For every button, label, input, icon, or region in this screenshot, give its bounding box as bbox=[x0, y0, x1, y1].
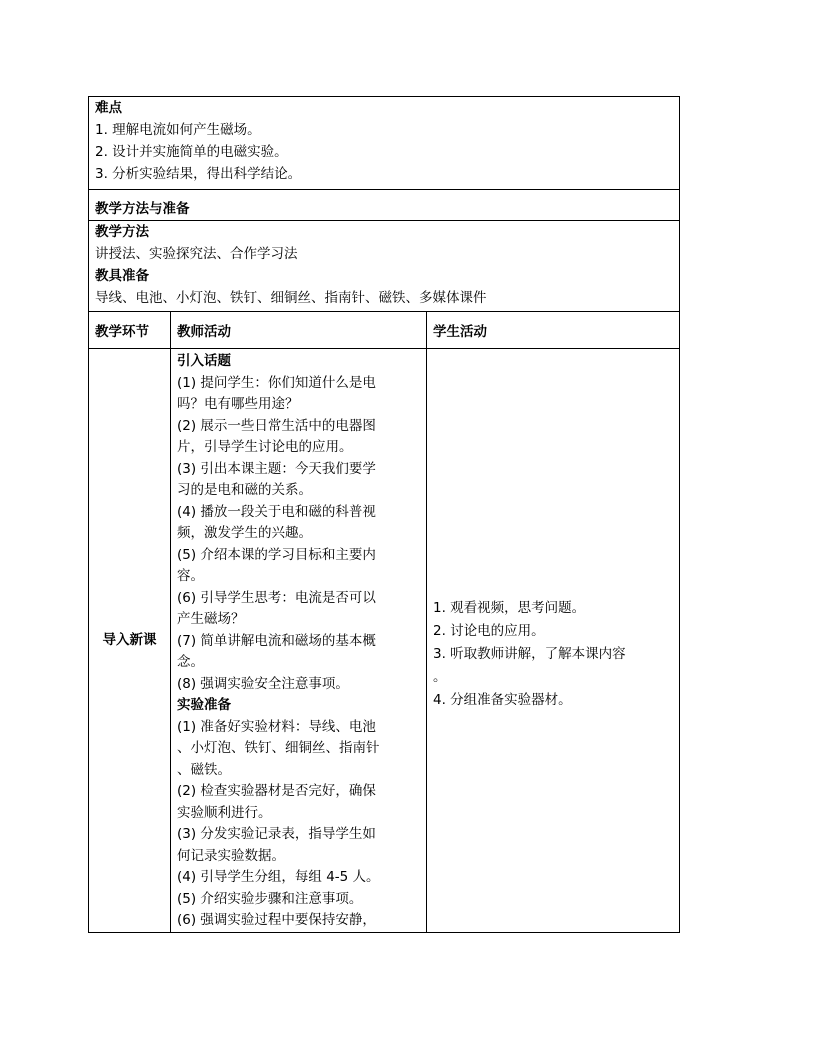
teacher-activity-line: 、小灯泡、铁钉、细铜丝、指南针 bbox=[177, 740, 380, 756]
teacher-activity-line: 容。 bbox=[177, 568, 204, 584]
teacher-activity-line: (7) 简单讲解电流和磁场的基本概 bbox=[177, 632, 376, 649]
teacher-activity-line: 念。 bbox=[177, 654, 204, 670]
student-activity-line: 1. 观看视频，思考问题。 bbox=[433, 600, 586, 616]
difficulty-item: 2. 设计并实施简单的电磁实验。 bbox=[95, 144, 288, 160]
teacher-activity-line: (4) 播放一段关于电和磁的科普视 bbox=[177, 503, 376, 520]
header-stage: 教学环节 bbox=[89, 312, 171, 349]
teacher-section-title: 引入话题 bbox=[177, 353, 231, 369]
teacher-activity-line: 吗？电有哪些用途？ bbox=[177, 396, 299, 412]
tools-subtitle: 教具准备 bbox=[95, 268, 149, 284]
difficulty-title: 难点 bbox=[95, 100, 122, 116]
teacher-activity-line: 频，激发学生的兴趣。 bbox=[177, 525, 312, 541]
teacher-activity-line: (4) 引导学生分组，每组 4-5 人。 bbox=[177, 869, 380, 885]
tools-text: 导线、电池、小灯泡、铁钉、细铜丝、指南针、磁铁、多媒体课件 bbox=[95, 290, 487, 306]
student-activity-line: 2. 讨论电的应用。 bbox=[433, 623, 545, 639]
teacher-activity-line: (1) 准备好实验材料：导线、电池 bbox=[177, 718, 376, 735]
teacher-activity-line: (6) 引导学生思考：电流是否可以 bbox=[177, 589, 376, 606]
teacher-section-title: 实验准备 bbox=[177, 697, 231, 713]
header-student: 学生活动 bbox=[427, 312, 680, 349]
difficulty-item: 3. 分析实验结果，得出科学结论。 bbox=[95, 166, 302, 182]
teacher-activity-line: (2) 检查实验器材是否完好，确保 bbox=[177, 783, 376, 799]
stage-cell: 导入新课 bbox=[89, 349, 171, 933]
teacher-activity-line: (2) 展示一些日常生活中的电器图 bbox=[177, 417, 376, 434]
methods-title-cell bbox=[89, 190, 680, 221]
teacher-activity-line: 产生磁场？ bbox=[177, 611, 245, 627]
teacher-activity-line: (5) 介绍实验步骤和注意事项。 bbox=[177, 890, 363, 907]
methods-row bbox=[89, 221, 680, 312]
teacher-activity-line: 片，引导学生讨论电的应用。 bbox=[177, 439, 353, 455]
teacher-activity-line: 实验顺利进行。 bbox=[177, 804, 272, 821]
teacher-activity-line: (1) 提问学生：你们知道什么是电 bbox=[177, 374, 376, 391]
table-row bbox=[89, 349, 680, 933]
method-text: 讲授法、实验探究法、合作学习法 bbox=[95, 246, 298, 262]
teacher-activity-line: (3) 引出本课主题：今天我们要学 bbox=[177, 460, 376, 477]
teacher-activity-cell bbox=[171, 349, 427, 933]
teacher-activity-line: (6) 强调实验过程中要保持安静， bbox=[177, 912, 376, 928]
student-activity-cell bbox=[427, 349, 680, 933]
difficulty-cell bbox=[89, 97, 680, 190]
teacher-activity-line: (8) 强调实验安全注意事项。 bbox=[177, 675, 349, 692]
teacher-activity-line: (3) 分发实验记录表，指导学生如 bbox=[177, 826, 376, 842]
lesson-plan-table bbox=[88, 96, 680, 933]
difficulty-row bbox=[89, 97, 680, 190]
methods-title-row bbox=[89, 190, 680, 221]
teacher-activity-line: (5) 介绍本课的学习目标和主要内 bbox=[177, 546, 376, 563]
student-activity-line: 3. 听取教师讲解，了解本课内容 bbox=[433, 646, 626, 662]
difficulty-item: 1. 理解电流如何产生磁场。 bbox=[95, 122, 261, 138]
table-header-row bbox=[89, 312, 680, 349]
student-activity-line: 4. 分组准备实验器材。 bbox=[433, 692, 572, 708]
methods-title: 教学方法与准备 bbox=[95, 201, 190, 217]
method-subtitle: 教学方法 bbox=[95, 224, 149, 240]
header-teacher: 教师活动 bbox=[171, 312, 427, 349]
student-activity-line: 。 bbox=[433, 669, 447, 685]
teacher-activity-line: 何记录实验数据。 bbox=[177, 847, 285, 864]
methods-cell bbox=[89, 221, 680, 312]
teacher-activity-line: 、磁铁。 bbox=[177, 761, 231, 778]
teacher-activity-line: 习的是电和磁的关系。 bbox=[177, 482, 312, 498]
